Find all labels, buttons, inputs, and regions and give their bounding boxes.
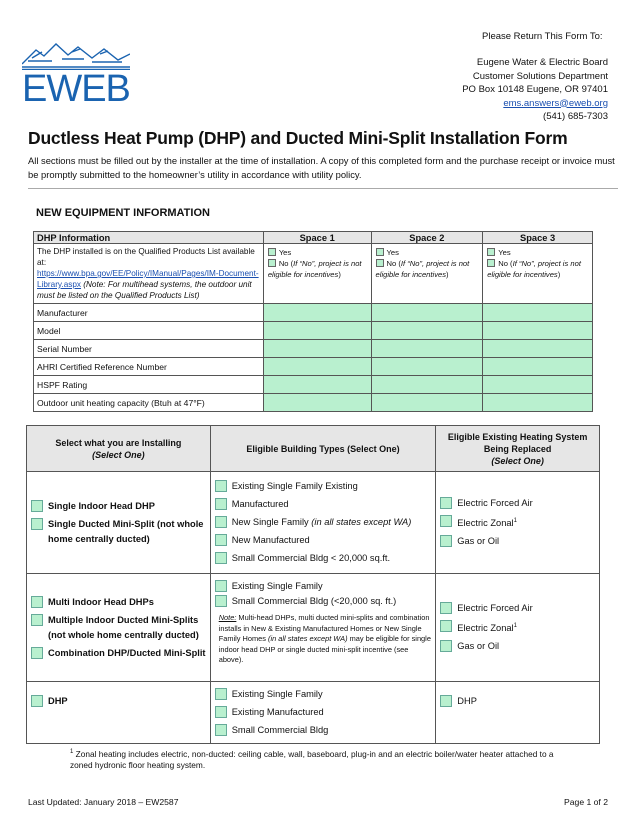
yes-checkbox[interactable] bbox=[376, 248, 384, 256]
serial-space-3-input[interactable] bbox=[483, 340, 593, 358]
return-address bbox=[462, 56, 608, 124]
row1-building-options bbox=[210, 472, 436, 574]
header-building-types: Eligible Building Types (Select One) bbox=[210, 426, 436, 472]
combination-dhp-checkbox[interactable] bbox=[31, 647, 43, 659]
note-text: may be eligible for single indoor head DHP or single ducted mini-split incentive (see above). bbox=[218, 634, 431, 664]
no-checkbox[interactable] bbox=[487, 259, 495, 267]
note-italic: (in all states except WA) bbox=[267, 634, 348, 643]
logo-text: EWEB bbox=[22, 68, 130, 110]
note-text: Multi-head DHPs, multi ducted mini-splits and combination installs in New & Existing Manufactured Homes or New Single Family Homes bbox=[218, 613, 430, 643]
existing-single-family-checkbox[interactable] bbox=[215, 480, 227, 492]
row-label-hspf: HSPF Rating bbox=[34, 376, 264, 394]
manufactured-checkbox[interactable] bbox=[215, 498, 227, 510]
no-note: If “No”, project is not eligible for incentives bbox=[375, 259, 470, 279]
yes-label: Yes bbox=[498, 248, 511, 257]
option-label: Gas or Oil bbox=[457, 641, 500, 652]
return-label: Please Return This Form To: bbox=[482, 31, 603, 42]
multi-head-note bbox=[219, 613, 432, 666]
capacity-space-3-input[interactable] bbox=[483, 394, 593, 412]
row1-heating-options bbox=[436, 472, 600, 574]
electric-zonal-checkbox[interactable] bbox=[440, 620, 452, 632]
last-updated: Last Updated: January 2018 – EW2587 bbox=[28, 797, 179, 807]
header-heating-line2: (Select One) bbox=[491, 455, 544, 466]
option-label: Existing Single Family bbox=[231, 581, 323, 591]
existing-single-family-checkbox[interactable] bbox=[215, 688, 227, 700]
electric-forced-air-checkbox[interactable] bbox=[440, 497, 452, 509]
dhp-heating-checkbox[interactable] bbox=[440, 695, 452, 707]
option-label: Small Commercial Bldg < 20,000 sq.ft. bbox=[231, 553, 391, 563]
footnote-marker: 1 bbox=[513, 517, 517, 524]
ahri-space-2-input[interactable] bbox=[371, 358, 483, 376]
address-line: Customer Solutions Department bbox=[472, 70, 608, 82]
option-label: Combination DHP/Ducted Mini-Split bbox=[48, 647, 206, 658]
phone-number: (541) 685-7303 bbox=[543, 111, 608, 122]
header-installing bbox=[27, 426, 211, 472]
row-label-serial: Serial Number bbox=[34, 340, 264, 358]
note-label: Note: bbox=[218, 613, 237, 622]
page-number: Page 1 of 2 bbox=[564, 797, 608, 807]
option-label: Existing Single Family Existing bbox=[231, 481, 358, 491]
installation-table bbox=[26, 425, 600, 744]
space-3-eligibility bbox=[483, 244, 593, 304]
option-label: Single Ducted Mini-Split (not whole home centrally ducted) bbox=[48, 518, 204, 544]
hspf-space-1-input[interactable] bbox=[263, 376, 371, 394]
no-label: No ( bbox=[386, 259, 401, 268]
option-label: Existing Manufactured bbox=[231, 707, 324, 717]
option-label: Existing Single Family bbox=[231, 689, 323, 699]
option-label: DHP bbox=[48, 696, 68, 706]
no-note: If “No”, project is not eligible for incentives bbox=[487, 259, 581, 279]
equipment-table bbox=[33, 231, 593, 412]
serial-space-1-input[interactable] bbox=[263, 340, 371, 358]
multi-ducted-mini-split-checkbox[interactable] bbox=[31, 614, 43, 626]
row-label-model: Model bbox=[34, 322, 264, 340]
multi-head-dhp-checkbox[interactable] bbox=[31, 596, 43, 608]
ahri-space-3-input[interactable] bbox=[483, 358, 593, 376]
no-checkbox[interactable] bbox=[376, 259, 384, 267]
mountain-logo-icon bbox=[22, 40, 130, 70]
header-heating-system bbox=[436, 426, 600, 472]
qpl-eligibility-cell bbox=[34, 244, 264, 304]
footnote-number: 1 bbox=[70, 749, 74, 755]
row3-install-options bbox=[27, 682, 211, 744]
hspf-space-2-input[interactable] bbox=[371, 376, 483, 394]
option-label: Gas or Oil bbox=[457, 536, 500, 547]
option-label: Electric Zonal bbox=[457, 623, 514, 634]
footnote-marker: 1 bbox=[513, 622, 517, 629]
option-note: (in all states except WA) bbox=[311, 517, 412, 527]
option-label: Electric Forced Air bbox=[457, 497, 533, 508]
existing-single-family-checkbox[interactable] bbox=[215, 580, 227, 592]
small-commercial-checkbox[interactable] bbox=[215, 724, 227, 736]
no-close: ) bbox=[338, 270, 341, 279]
yes-checkbox[interactable] bbox=[487, 248, 495, 256]
eweb-logo bbox=[22, 40, 134, 112]
yes-label: Yes bbox=[278, 248, 292, 257]
no-label: No ( bbox=[498, 259, 513, 268]
row1-install-options bbox=[27, 472, 211, 574]
page-title: Ductless Heat Pump (DHP) and Ducted Mini-Split Installation Form bbox=[28, 128, 568, 148]
section-title: NEW EQUIPMENT INFORMATION bbox=[36, 207, 210, 219]
no-checkbox[interactable] bbox=[268, 259, 276, 267]
option-label: Multi Indoor Head DHPs bbox=[48, 596, 154, 607]
model-space-2-input[interactable] bbox=[371, 322, 483, 340]
manufacturer-space-1-input[interactable] bbox=[263, 304, 371, 322]
option-label: Single Indoor Head DHP bbox=[48, 500, 155, 511]
email-link[interactable]: ems.answers@eweb.org bbox=[503, 97, 608, 109]
header-dhp-info: DHP Information bbox=[34, 232, 264, 244]
no-note: If “No”, project is not eligible for incentives bbox=[267, 259, 362, 279]
header-space-2: Space 2 bbox=[371, 232, 483, 244]
row-label-manufacturer: Manufacturer bbox=[34, 304, 264, 322]
option-label: New Single Family bbox=[231, 517, 312, 527]
header-space-1: Space 1 bbox=[263, 232, 371, 244]
model-space-1-input[interactable] bbox=[263, 322, 371, 340]
header-space-3: Space 3 bbox=[483, 232, 593, 244]
manufacturer-space-2-input[interactable] bbox=[371, 304, 483, 322]
header-installing-line1: Select what you are Installing bbox=[55, 437, 182, 448]
yes-label: Yes bbox=[386, 248, 399, 257]
model-space-3-input[interactable] bbox=[483, 322, 593, 340]
gas-or-oil-checkbox[interactable] bbox=[440, 640, 452, 652]
option-label: Electric Forced Air bbox=[457, 602, 533, 613]
row3-heating-options bbox=[436, 682, 600, 744]
electric-zonal-checkbox[interactable] bbox=[440, 515, 452, 527]
single-head-dhp-checkbox[interactable] bbox=[31, 500, 43, 512]
footnote bbox=[70, 747, 570, 772]
option-label: Small Commercial Bldg (<20,000 sq. ft.) bbox=[231, 596, 397, 606]
option-label: DHP bbox=[457, 696, 477, 706]
address-line: Eugene Water & Electric Board bbox=[476, 57, 608, 68]
intro-text: All sections must be filled out by the installer at the time of installation. A copy of this completed form and the purchase receipt or invoice must be promptly submitted to the homeowner’s utility in accordance with utility policy. bbox=[28, 155, 615, 180]
serial-space-2-input[interactable] bbox=[371, 340, 483, 358]
row-label-ahri: AHRI Certified Reference Number bbox=[34, 358, 264, 376]
gas-or-oil-checkbox[interactable] bbox=[440, 535, 452, 547]
single-ducted-mini-split-checkbox[interactable] bbox=[31, 518, 43, 530]
option-label: Multiple Indoor Ducted Mini-Splits (not whole home centrally ducted) bbox=[48, 614, 199, 640]
option-label: Manufactured bbox=[231, 499, 289, 509]
new-manufactured-checkbox[interactable] bbox=[215, 534, 227, 546]
row3-building-options bbox=[210, 682, 436, 744]
manufacturer-space-3-input[interactable] bbox=[483, 304, 593, 322]
footnote-text: Zonal heating includes electric, non-ducted: ceiling cable, wall, baseboard, plug-in and an electric boiler/water heater attached to a zoned hydronic floor heating system. bbox=[70, 748, 554, 771]
address-line: PO Box 10148 Eugene, OR 97401 bbox=[462, 84, 608, 95]
option-label: New Manufactured bbox=[231, 535, 310, 545]
ahri-space-1-input[interactable] bbox=[263, 358, 371, 376]
row2-install-options bbox=[27, 574, 211, 682]
option-label: Small Commercial Bldg bbox=[231, 725, 329, 735]
qpl-note: (Note: For multihead systems, the outdoor unit must be listed on the Qualified Products List) bbox=[37, 280, 252, 300]
yes-checkbox[interactable] bbox=[268, 248, 276, 256]
no-close: ) bbox=[557, 270, 561, 279]
qpl-text: The DHP installed is on the Qualified Products List available at: bbox=[37, 247, 255, 267]
header-heating-line1: Eligible Existing Heating System Being Replaced bbox=[447, 431, 588, 454]
dhp-checkbox[interactable] bbox=[31, 695, 43, 707]
qpl-link[interactable]: https://www.bpa.gov/EE/Policy/IManual/Pages/IM-Document-Library.aspx bbox=[37, 269, 259, 289]
capacity-space-1-input[interactable] bbox=[263, 394, 371, 412]
new-single-family-checkbox[interactable] bbox=[215, 516, 227, 528]
no-label: No ( bbox=[278, 259, 294, 268]
row2-building-options bbox=[210, 574, 436, 682]
capacity-space-2-input[interactable] bbox=[371, 394, 483, 412]
header-installing-line2: (Select One) bbox=[92, 449, 145, 460]
hspf-space-3-input[interactable] bbox=[483, 376, 593, 394]
existing-manufactured-checkbox[interactable] bbox=[215, 706, 227, 718]
small-commercial-checkbox[interactable] bbox=[215, 595, 227, 607]
space-2-eligibility bbox=[371, 244, 483, 304]
divider bbox=[28, 188, 618, 189]
space-1-eligibility bbox=[263, 244, 371, 304]
electric-forced-air-checkbox[interactable] bbox=[440, 602, 452, 614]
small-commercial-checkbox[interactable] bbox=[215, 552, 227, 564]
option-label: Electric Zonal bbox=[457, 518, 514, 529]
row-label-capacity: Outdoor unit heating capacity (Btuh at 47°F) bbox=[34, 394, 264, 412]
row2-heating-options bbox=[436, 574, 600, 682]
no-close: ) bbox=[446, 270, 449, 279]
